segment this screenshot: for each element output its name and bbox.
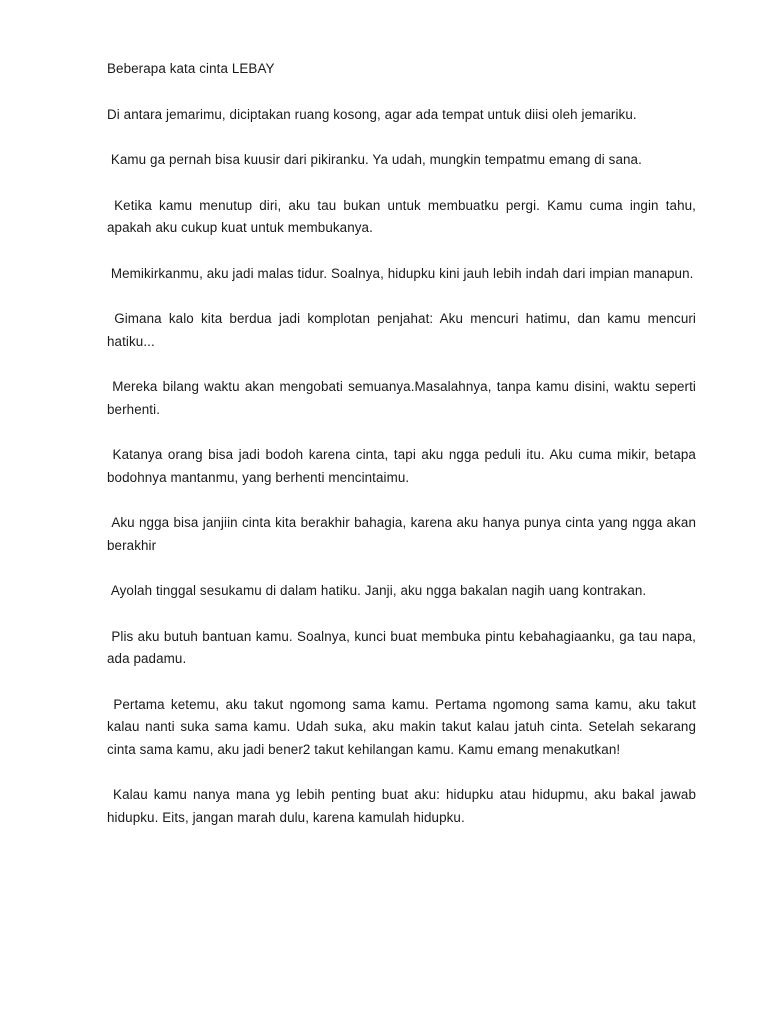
paragraph-6: Mereka bilang waktu akan mengobati semuanya.Masalahnya, tanpa kamu disini, waktu seperti berhenti. (107, 379, 700, 417)
paragraph-7: Katanya orang bisa jadi bodoh karena cinta, tapi aku ngga peduli itu. Aku cuma mikir, betapa bodohnya mantanmu, yang berhenti mencintaimu. (107, 447, 700, 485)
paragraph-11: Pertama ketemu, aku takut ngomong sama kamu. Pertama ngomong sama kamu, aku takut kalau nanti suka sama kamu. Udah suka, aku makin takut kalau jatuh cinta. Setelah sekarang cinta sama kamu, aku jadi bener2 takut kehilangan kamu. Kamu emang menakutkan! (107, 696, 700, 757)
paragraph-1: Di antara jemarimu, diciptakan ruang kosong, agar ada tempat untuk diisi oleh jemariku. (107, 106, 637, 122)
document-body (107, 58, 700, 852)
paragraph-9: Ayolah tinggal sesukamu di dalam hatiku. Janji, aku ngga bakalan nagih uang kontrakan. (107, 583, 647, 598)
paragraph-4: Memikirkanmu, aku jadi malas tidur. Soalnya, hidupku kini jauh lebih indah dari impian manapun. (107, 265, 694, 281)
document-title: Beberapa kata cinta LEBAY (107, 61, 275, 76)
paragraph-12: Kalau kamu nanya mana yg lebih penting buat aku: hidupku atau hidupmu, aku bakal jawab hidupku. Eits, jangan marah dulu, karena kamulah hidupku. (107, 787, 700, 825)
paragraph-8: Aku ngga bisa janjiin cinta kita berakhir bahagia, karena aku hanya punya cinta yang ngga akan berakhir (107, 515, 700, 553)
paragraph-3: Ketika kamu menutup diri, aku tau bukan untuk membuatku pergi. Kamu cuma ingin tahu, apakah aku cukup kuat untuk membukanya. (107, 197, 700, 235)
paragraph-10: Plis aku butuh bantuan kamu. Soalnya, kunci buat membuka pintu kebahagiaanku, ga tau napa, ada padamu. (107, 628, 700, 666)
paragraph-2: Kamu ga pernah bisa kuusir dari pikiranku. Ya udah, mungkin tempatmu emang di sana. (107, 152, 642, 167)
paragraph-5: Gimana kalo kita berdua jadi komplotan penjahat: Aku mencuri hatimu, dan kamu mencuri hatiku... (107, 311, 700, 349)
